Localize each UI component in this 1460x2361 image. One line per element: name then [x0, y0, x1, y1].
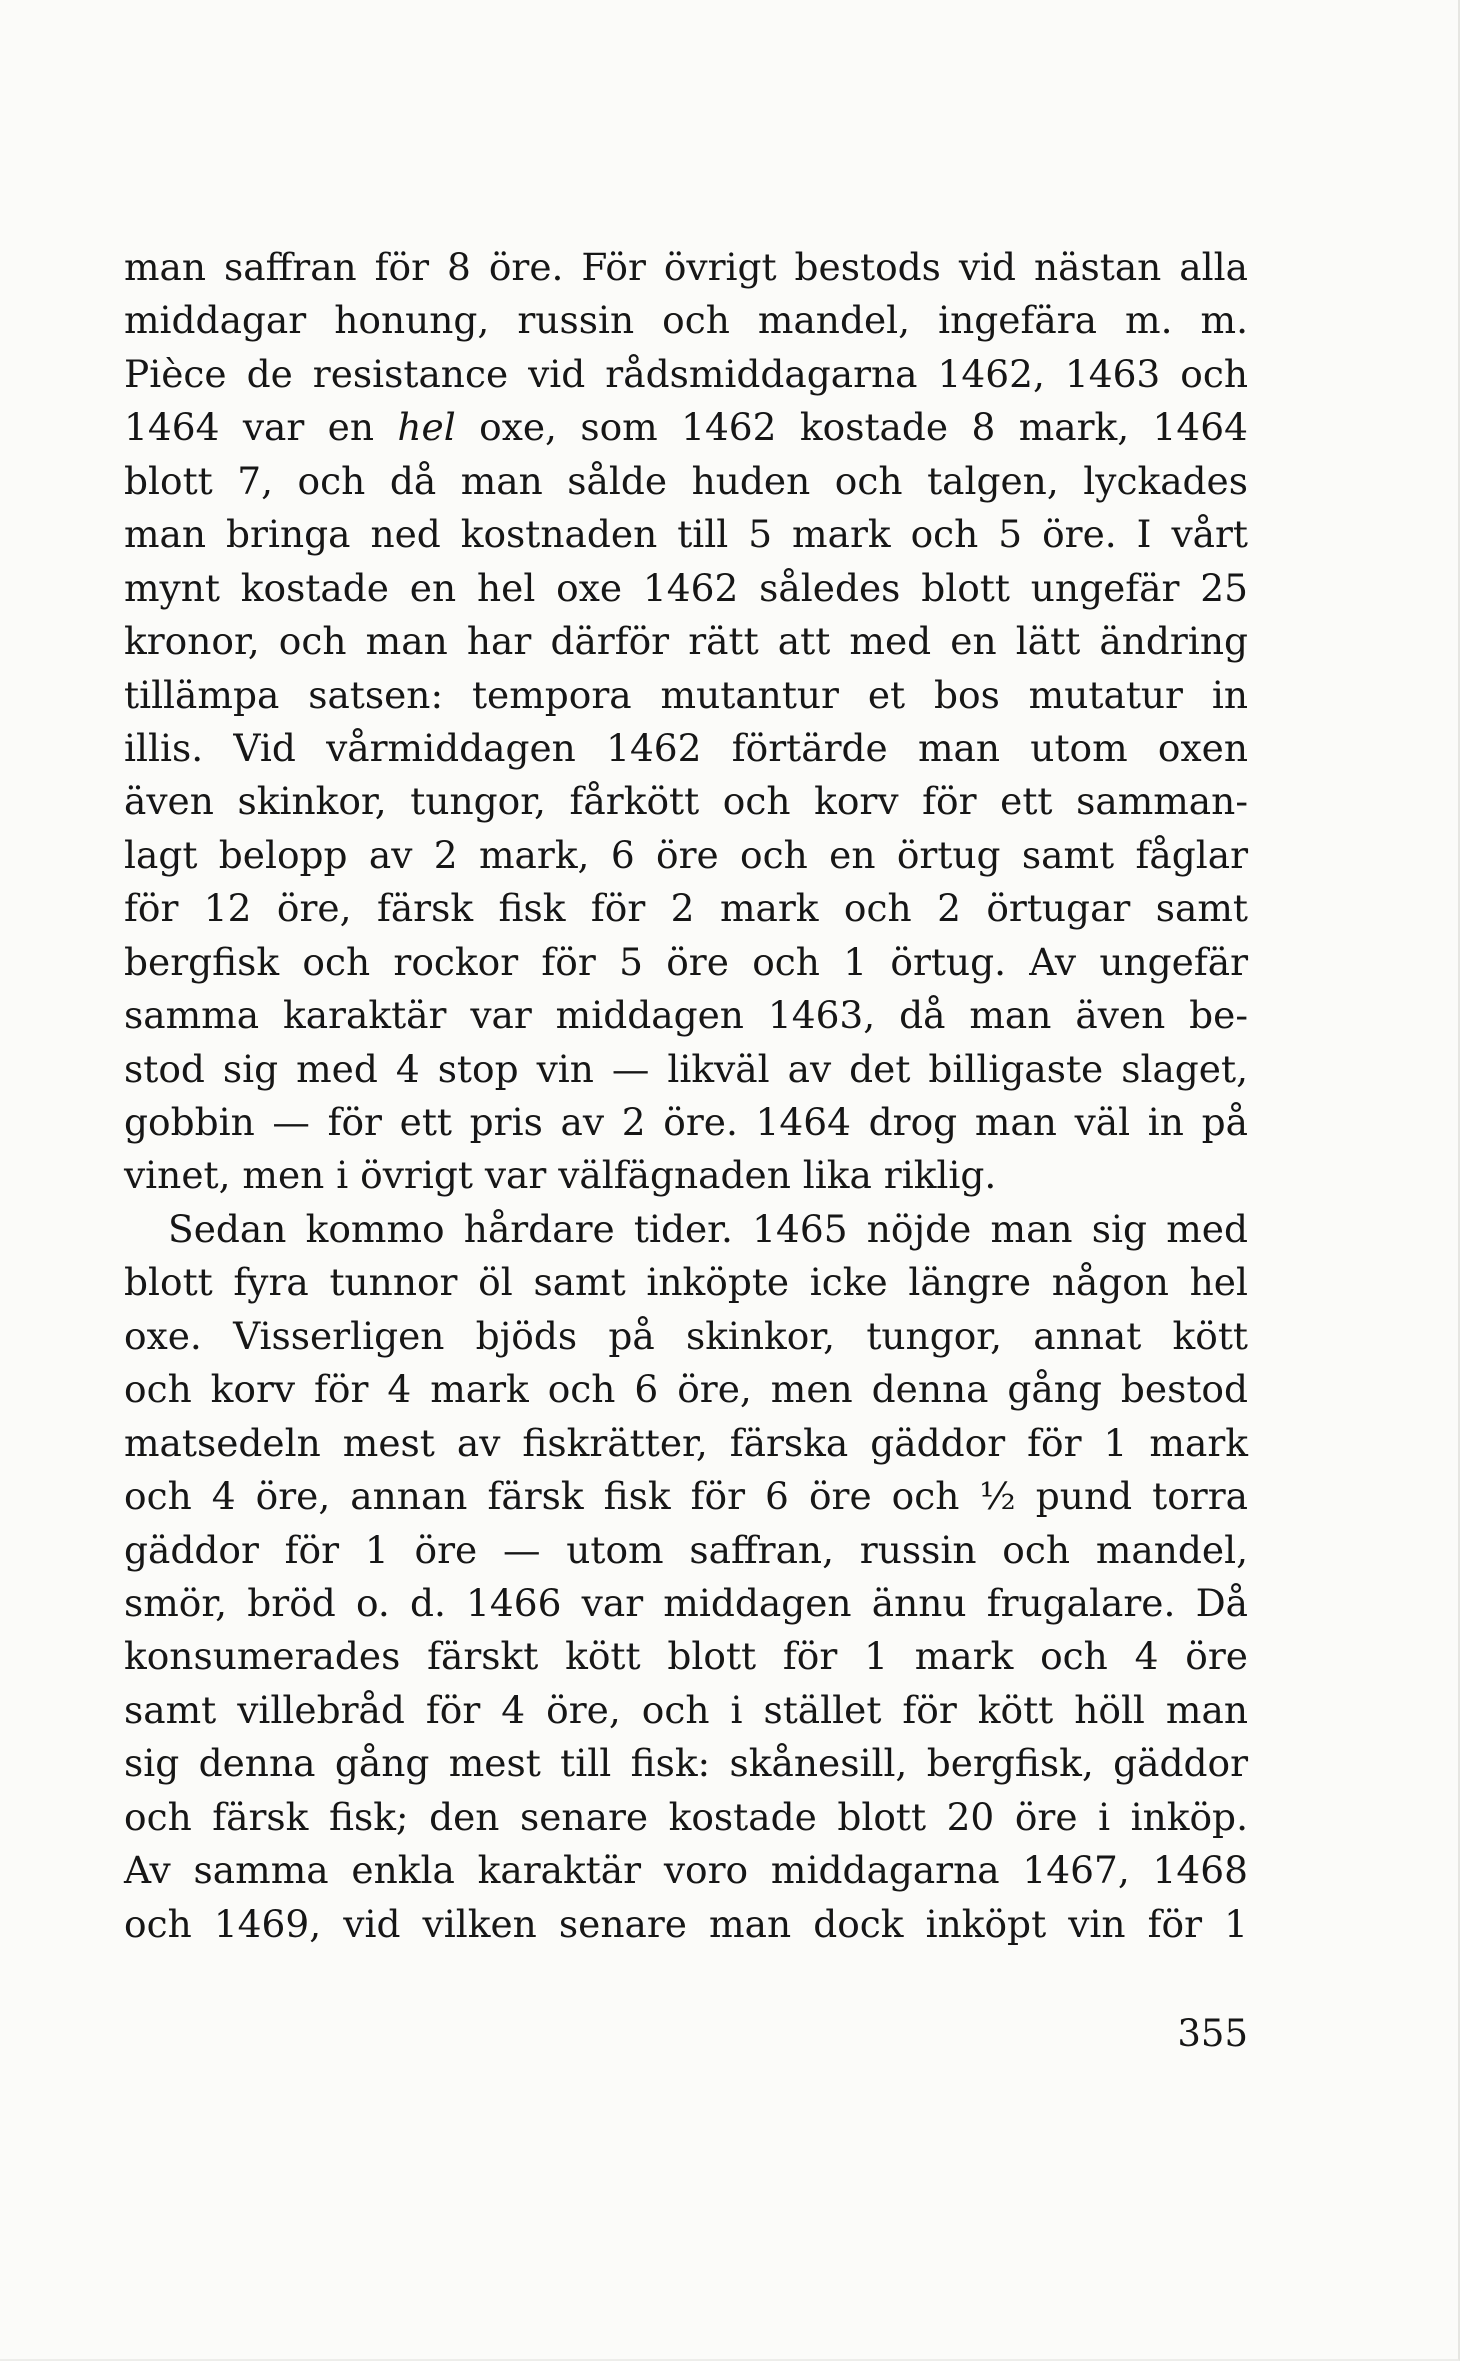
text-line: och färsk fisk; den senare kostade blott 20 öre i inköp.: [124, 1794, 1248, 1839]
text-line: stod sig med 4 stop vin — likväl av det billigaste slaget,: [124, 1046, 1248, 1091]
text-line: för 12 öre, färsk fisk för 2 mark och 2 örtugar samt: [124, 886, 1248, 931]
text-line: mynt kostade en hel oxe 1462 således blott ungefär 25: [124, 565, 1248, 610]
text-line: och 4 öre, annan färsk fisk för 6 öre och ½ pund torra: [124, 1474, 1248, 1519]
text-line: man bringa ned kostnaden till 5 mark och 5 öre. I vårt: [124, 512, 1248, 557]
text-line: vinet, men i övrigt var välfägnaden lika riklig.: [124, 1153, 997, 1198]
text-line: smör, bröd o. d. 1466 var middagen ännu frugalare. Då: [124, 1580, 1248, 1625]
text-line: även skinkor, tungor, fårkött och korv för ett samman-: [124, 779, 1248, 824]
text-line: middagar honung, russin och mandel, ingefära m. m.: [124, 298, 1248, 343]
text-line: sig denna gång mest till fisk: skånesill, bergfisk, gäddor: [124, 1741, 1248, 1786]
text-line: tillämpa satsen: tempora mutantur et bos mutatur in: [124, 672, 1248, 717]
text-line: illis. Vid vårmiddagen 1462 förtärde man utom oxen: [124, 725, 1248, 770]
text-line: gäddor för 1 öre — utom saffran, russin och mandel,: [124, 1527, 1248, 1572]
text-line: och 1469, vid vilken senare man dock inköpt vin för 1: [124, 1901, 1248, 1946]
text-line: Pièce de resistance vid rådsmiddagarna 1462, 1463 och: [124, 351, 1248, 396]
text-line: samma karaktär var middagen 1463, då man även be-: [124, 993, 1248, 1038]
text-line: bergfisk och rockor för 5 öre och 1 örtug. Av ungefär: [124, 939, 1248, 984]
text-line: gobbin — för ett pris av 2 öre. 1464 drog man väl in på: [124, 1100, 1248, 1144]
text-line: lagt belopp av 2 mark, 6 öre och en örtug samt fåglar: [124, 832, 1248, 877]
text-line: blott fyra tunnor öl samt inköpte icke längre någon hel: [124, 1260, 1248, 1305]
text-line: blott 7, och då man sålde huden och talgen, lyckades: [124, 458, 1248, 503]
text-line: oxe. Visserligen bjöds på skinkor, tungor, annat kött: [124, 1313, 1248, 1358]
paragraph: [124, 241, 1248, 1203]
text-line: konsumerades färskt kött blott för 1 mark och 4 öre: [124, 1634, 1248, 1679]
text-line: kronor, och man har därför rätt att med en lätt ändring: [124, 619, 1248, 664]
text-line: och korv för 4 mark och 6 öre, men denna gång bestod: [124, 1367, 1248, 1412]
text-line: Sedan kommo hårdare tider. 1465 nöjde man sig med: [168, 1206, 1248, 1251]
italic-word: hel: [397, 405, 456, 450]
body-text: [124, 241, 1248, 1951]
text-line: 1464 var en hel oxe, som 1462 kostade 8 mark, 1464: [124, 405, 1248, 450]
text-line: man saffran för 8 öre. För övrigt bestods vid nästan alla: [124, 245, 1248, 289]
page-number: 355: [1177, 2012, 1248, 2055]
text-line: Av samma enkla karaktär voro middagarna 1467, 1468: [124, 1848, 1248, 1893]
paragraph: [124, 1203, 1248, 1951]
text-line: samt villebråd för 4 öre, och i stället för kött höll man: [124, 1687, 1248, 1732]
text-line: matsedeln mest av fiskrätter, färska gäddor för 1 mark: [124, 1420, 1248, 1465]
